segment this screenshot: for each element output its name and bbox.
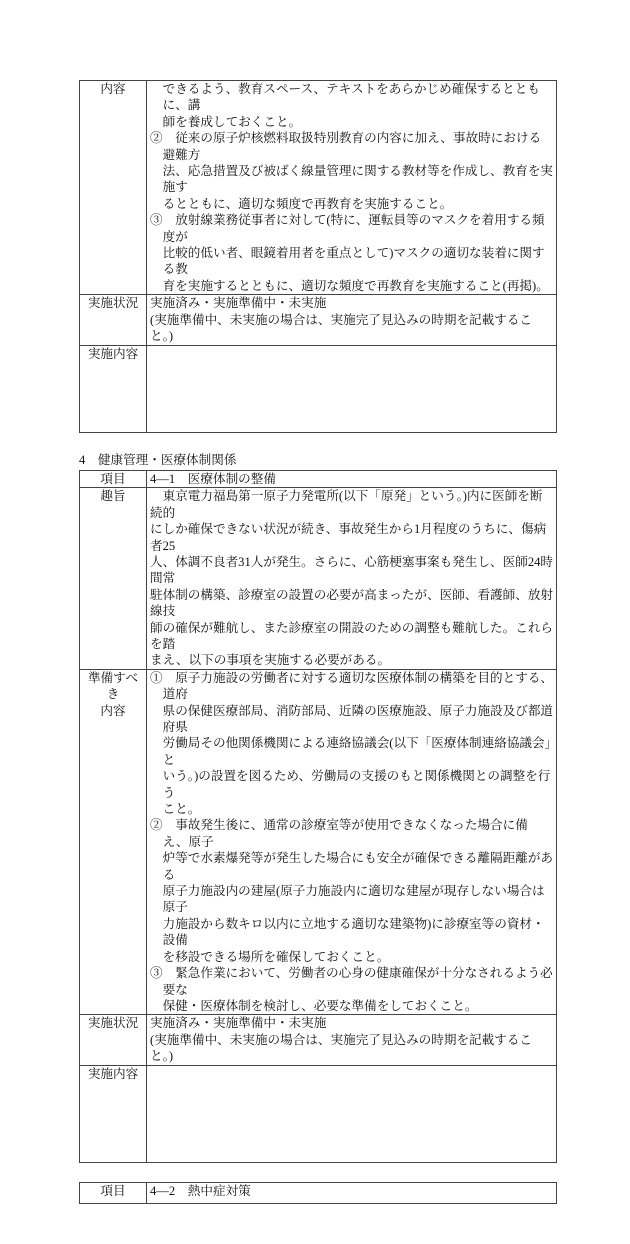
status-options: 実施済み・実施準備中・未実施	[150, 296, 327, 311]
row-status	[80, 1015, 557, 1065]
row-detail	[80, 1065, 557, 1162]
status-cell	[147, 1015, 557, 1065]
content-item-3: ③ 放射線業務従事者に対して(特に、運転員等のマスクを着用する頻度が 比較的低い者、眼鏡着用者を重点として)マスクの適切な装着に関する教 育を実施するとともに、適切な頻度で再教育を実施すること(再掲)。	[150, 213, 549, 293]
prep-label: 準備すべき 内容	[80, 669, 147, 1015]
table-medical-system	[79, 470, 557, 1163]
status-cell	[147, 295, 557, 345]
status-label: 実施状況	[80, 295, 147, 345]
status-options: 実施済み・実施準備中・未実施	[150, 1016, 327, 1031]
item-label: 項目	[80, 470, 147, 487]
status-note: (実施準備中、未実施の場合は、実施完了見込みの時期を記載すること。)	[150, 1032, 533, 1064]
row-status	[80, 295, 557, 345]
prep-item-2: ② 事故発生後に、通常の診療室等が使用できなくなった場合に備え、原子 炉等で水素爆発等が発生した場合にも安全が確保できる離隔距離がある 原子力施設内の建屋(原子力施設内に適切な建屋が現存しない場合は原子 力施設から数キロ以内に立地する適切な建築物)に診療室等の資材・設備 を移設できる場所を確保しておくこと。	[150, 818, 553, 964]
row-content	[80, 81, 557, 295]
prep-item-3: ③ 緊急作業において、労働者の心身の健康確保が十分なされるよう必要な 保健・医療体制を検討し、必要な準備をしておくこと。	[150, 966, 553, 1013]
row-detail	[80, 345, 557, 432]
status-note: (実施準備中、未実施の場合は、実施完了見込みの時期を記載すること。)	[150, 312, 533, 344]
prep-cell	[147, 669, 557, 1015]
purpose-text: 東京電力福島第一原子力発電所(以下「原発」という。)内に医師を断続的 にしか確保できない状況が続き、事故発生から1月程度のうちに、傷病者25 人、体調不良者31人が発生。さらに、心筋梗塞事案も発生し、医師24時間常 駐体制の構築、診療室の設置の必要が高まったが、医師、看護師、放射線技 師の確保が難航し、また診療室の開設のための調整も難航した。これらを踏 まえ、以下の事項を実施する必要がある。	[147, 488, 557, 669]
section-heading: 4 健康管理・医療体制関係	[79, 452, 237, 467]
item-value: 4―2 熱中症対策	[147, 1182, 557, 1203]
detail-field[interactable]	[147, 345, 557, 432]
detail-field[interactable]	[147, 1065, 557, 1162]
item-value: 4―1 医療体制の整備	[147, 470, 557, 487]
row-prep	[80, 669, 557, 1015]
prep-item-1: ① 原子力施設の労働者に対する適切な医療体制の構築を目的とする、道府 県の保健医療部局、消防部局、近隣の医療施設、原子力施設及び都道府県 労働局その他関係機関による連絡協議会(以下「医療体制連絡協議会」と いう。)の設置を図るため、労働局の支援のもと関係機関との調整を行う こと。	[150, 670, 553, 817]
table-previous-item	[79, 80, 557, 433]
row-purpose	[80, 488, 557, 669]
status-label: 実施状況	[80, 1015, 147, 1065]
table-heatstroke	[79, 1182, 557, 1204]
detail-label: 実施内容	[80, 345, 147, 432]
content-item-2: ② 従来の原子炉核燃料取扱特別教育の内容に加え、事故時における避難方 法、応急措置及び被ばく線量管理に関する教材等を作成し、教育を実施す るとともに、適切な頻度で再教育を実施すること。	[150, 131, 553, 211]
detail-label: 実施内容	[80, 1065, 147, 1162]
content-cell	[147, 81, 557, 295]
item-label: 項目	[80, 1182, 147, 1203]
row-item	[80, 470, 557, 487]
content-continuation: できるよう、教育スペース、テキストをあらかじめ確保するとともに、講 師を養成しておくこと。	[162, 82, 540, 129]
content-label: 内容	[80, 81, 147, 295]
row-item	[80, 1182, 557, 1203]
purpose-label: 趣旨	[80, 488, 147, 669]
